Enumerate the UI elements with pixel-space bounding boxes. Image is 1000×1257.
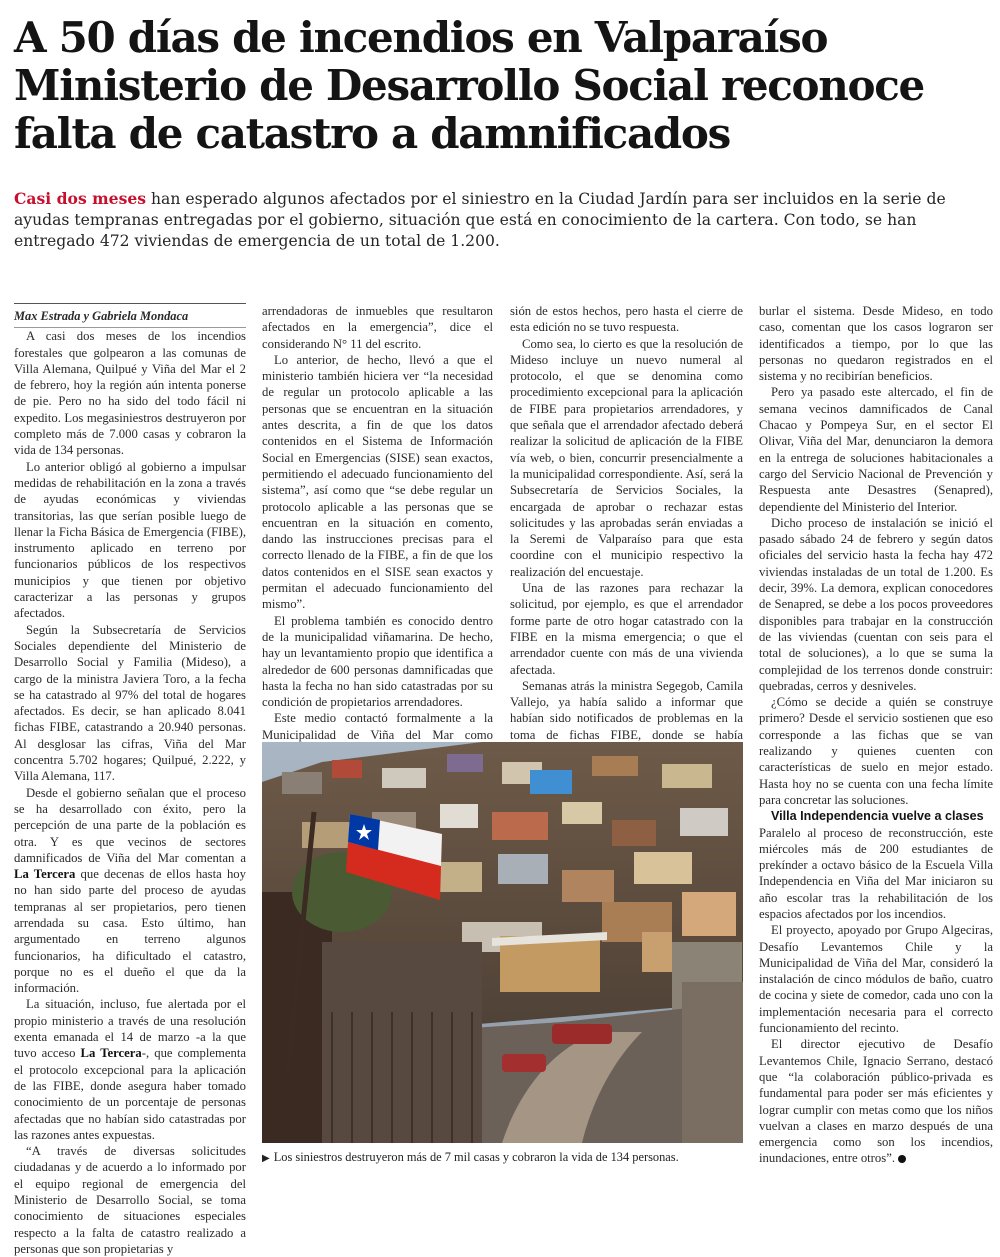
photo-caption	[262, 1149, 743, 1167]
col4-paragraph-5: Paralelo al proceso de reconstrucción, este miércoles más de 200 estudiantes de prekínder a octavo básico de la Escuela Villa Independencia en Viña del Mar iniciaron su año escolar tras la rehabilitación de los espacios afectados por los incendios.	[759, 825, 993, 921]
col4-paragraph-3: Dicho proceso de instalación se inició el pasado sábado 24 de febrero y según datos oficiales del servicio hasta la fecha hay 472 viviendas instaladas de un total de 1.200. Es decir, 39%. La demora, explican conocedores de Senapred, se debe a los pocos proveedores disponibles para trabajar en la construcción de las viviendas (cuentan con seis para el total de soluciones), a lo que se suma la complejidad de los terrenos donde construir: quebradas, cerros y desniveles.	[759, 515, 993, 693]
col4-paragraph-2: Pero ya pasado este altercado, el fin de semana vecinos damnificados de Canal Chacao y Pompeya Sur, en el sector El Olivar, Viña del Mar, denunciaron la demora en la entrega de soluciones habitacionales a cargo del Servicio Nacional de Prevención y Respuesta ante Desastres (Senapred), dependiente del Ministerio del Interior.	[759, 385, 993, 514]
col2-paragraph-4: Este medio contactó formalmente a la Municipalidad de Viña del Mar como	[262, 711, 493, 742]
brand-la-tercera: La Tercera	[14, 867, 76, 882]
col4-paragraph-1: burlar el sistema. Desde Mideso, en todo caso, comentan que los casos lograron ser identificados a tiempo, por lo que las personas no quedaron registrados en el sistema y no recibirían beneficios.	[759, 304, 993, 384]
col3-paragraph-4: Semanas atrás la ministra Segegob, Camila Vallejo, ya había salido a informar que habían sido notificados de problemas en la toma de fichas FIBE, donde se había	[510, 678, 743, 742]
col4-paragraph-6: El proyecto, apoyado por Grupo Algeciras, Desafío Levantemos Chile y la Municipalidad de Viña del Mar, consideró la instalación de cinco módulos de baño, cuatro de cocina y siete de comedor, cada uno con la implementación necesaria para el correcto funcionamiento del recinto.	[759, 923, 993, 1036]
lead-kicker: Casi dos meses	[14, 189, 147, 208]
headline	[14, 14, 989, 158]
col1-paragraph-6: “A través de diversas solicitudes ciudadanas y de acuerdo a lo informado por el equipo regional de emergencia del Ministerio de Desarrollo Social, se toma conocimiento de situaciones especiales respecto a la falta de catastro realizado a personas que son propietarias y	[14, 1144, 246, 1256]
brand-la-tercera: La Tercera	[80, 1046, 142, 1061]
col4-paragraph-7	[759, 1036, 993, 1166]
end-of-article-icon	[898, 1155, 906, 1163]
headline-line-1: A 50 días de incendios en Valparaíso	[14, 13, 828, 62]
col4-paragraph-4: ¿Cómo se decide a quién se construye primero? Desde el servicio sostienen que eso corresponde a las fichas que se van realizando y quienes cuenten con características de suelo en mejor estado. Hasta hoy no se cuenta con una fecha límite para concretar las soluciones.	[759, 695, 993, 807]
column-2	[262, 303, 493, 776]
column-3	[510, 303, 743, 776]
foreground-fence	[322, 942, 482, 1143]
foreground-structure	[262, 892, 332, 1143]
col1-paragraph-3: Según la Subsecretaría de Servicios Sociales dependiente del Ministerio de Desarrollo Social y Familia (Mideso), a cargo de la ministra Javiera Toro, a la fecha se ha catastrado al 97% del total de hogares afectados. Es decir, se han aplicado 8.041 fichas FIBE, catastrando a 20.940 personas. Al desglosar las cifras, Viña del Mar concentra 5.702 hogares; Quilpué, 2.222, y Villa Alemana, 117.	[14, 622, 246, 784]
lead-paragraph	[14, 188, 989, 252]
col1-paragraph-4	[14, 785, 246, 997]
col2-paragraph-2: Lo anterior, de hecho, llevó a que el ministerio también hiciera ver “la necesidad de regular un protocolo aplicable a las personas que se encuentran en la situación antes descrita, a fin de que los datos contenidos en el Sistema de Información Social en Emergencias (SISE) sean exactos, permitiendo el adecuado funcionamiento del sistema”, así como que “se debe regular un protocolo aplicable a las personas que se encuentran en la situación en comento, dando las instrucciones precisas para el correcto llenado de la FIBE, a fin de que los datos contenidos en el SISE sean exactos y permitan el adecuado funcionamiento del mismo”.	[262, 352, 493, 612]
red-truck	[552, 1024, 612, 1044]
col3-paragraph-1: sión de estos hechos, pero hasta el cierre de esta edición no se tuvo respuesta.	[510, 304, 743, 335]
col1-p4-text-b: que decenas de ellos hasta hoy no han sido parte del proceso de ayudas tempranas al ser propietarios, pero tienen arrendada su casa. Esto último, han argumentado en terreno algunos funcionarios, ha dificultado el catastro, porque no es el dueño el que da la información.	[14, 867, 246, 996]
col3-paragraph-2: Como sea, lo cierto es que la resolución de Mideso incluye un nuevo numeral al protocolo, el que se denomina como procedimiento excepcional para la aplicación de FIBE para propietarios arrendadores, y que señala que el arrendador afectado deberá realizar la solicitud de aplicación de la FIBE vía web, o bien, concurrir presencialmente a la municipalidad correspondiente. Así, será la Subsecretaría de Servicios Sociales, la encargada de aprobar o rechazar estas solicitudes y las aprobadas serán enviadas a la Seremi de Valparaíso para que esta coordine con el municipio respectivo la realización del encuestaje.	[510, 336, 743, 579]
headline-line-3: falta de catastro a damnificados	[14, 109, 730, 158]
lead-text: han esperado algunos afectados por el siniestro en la Ciudad Jardín para ser incluidos en la serie de ayudas tempranas entregadas por el gobierno, situación que está en conocimiento de la cartera. Con todo, se han entregado 472 viviendas de emergencia de un total de 1.200.	[14, 190, 946, 250]
right-fence	[682, 982, 743, 1143]
red-car	[502, 1054, 546, 1072]
col3-paragraph-3: Una de las razones para rechazar la solicitud, por ejemplo, es que el arrendador forme parte de otro hogar catastrado con la FIBE en la misma emergencia; o que el arrendador cuente con más de una vivienda afectada.	[510, 581, 743, 677]
col2-paragraph-3: El problema también es conocido dentro de la municipalidad viñamarina. De hecho, hay un levantamiento propio que identifica a alrededor de 600 personas damnificadas que hasta la fecha no han sido catastradas por su condición de propietarios arrendadores.	[262, 613, 493, 710]
col1-paragraph-1: A casi dos meses de los incendios forestales que golpearon a las comunas de Villa Alemana, Quilpué y Viña del Mar el 2 de febrero, hoy la región aún intenta ponerse de pie. Pero no ha sido del todo fácil ni expedito. Los megasiniestros destruyeron por completo más de 7.000 casas y cobraron la vida de 134 personas.	[14, 329, 246, 458]
col1-p5-text-b: -, que complementa el protocolo excepcional para la aplicación de las FIBE, donde asegura haber tomado conocimiento de un porcentaje de personas afectadas que no habían sido catastradas por las razones antes expuestas.	[14, 1046, 246, 1142]
hillside-illustration	[262, 742, 743, 1143]
col4-p7-text: El director ejecutivo de Desafío Levantemos Chile, Ignacio Serrano, destacó que “la colaboración público-privada es fundamental para poder ser más eficientes y lograr cumplir con metas como que los niños vuelvan a clases en marzo después de una emergencia como son los incendios, inundaciones, entre otros”.	[759, 1037, 993, 1166]
caption-text: Los siniestros destruyeron más de 7 mil casas y cobraron la vida de 134 personas.	[273, 1150, 679, 1164]
subhead: Villa Independencia vuelve a clases	[771, 809, 984, 824]
col1-p5-text-a: La situación, incluso, fue alertada por el propio ministerio a través de una resolución exenta emanada el 14 de marzo -a la que tuvo acceso	[14, 997, 246, 1061]
hillside-photo	[262, 742, 743, 1143]
col1-p4-text-a: Desde el gobierno señalan que el proceso se ha desarrollado con éxito, pero la percepción de una parte de la población es otra. Y es que vecinos de sectores damnificados de Viña del Mar comentan a	[14, 785, 246, 865]
col1-paragraph-2: Lo anterior obligó al gobierno a impulsar medidas de rehabilitación en la zona a través de ayudas económicas y viviendas transitorias, las que serían posible luego de llenar la Ficha Básica de Emergencia (FIBE), instrumento aplicado en terreno por funcionarios públicos de los respectivos municipios y que tienen por objetivo caracterizar a las personas y grupos afectados.	[14, 459, 246, 621]
headline-line-2: Ministerio de Desarrollo Social reconoce	[14, 61, 924, 110]
col1-paragraph-5	[14, 996, 246, 1143]
column-4	[759, 303, 993, 1167]
caption-arrow-icon: ▶	[262, 1153, 270, 1164]
byline: Max Estrada y Gabriela Mondaca	[14, 303, 246, 328]
col2-paragraph-1: arrendadoras de inmuebles que resultaron afectados en la emergencia”, dice el considerando N° 11 del escrito.	[262, 304, 493, 351]
column-1	[14, 303, 246, 1257]
